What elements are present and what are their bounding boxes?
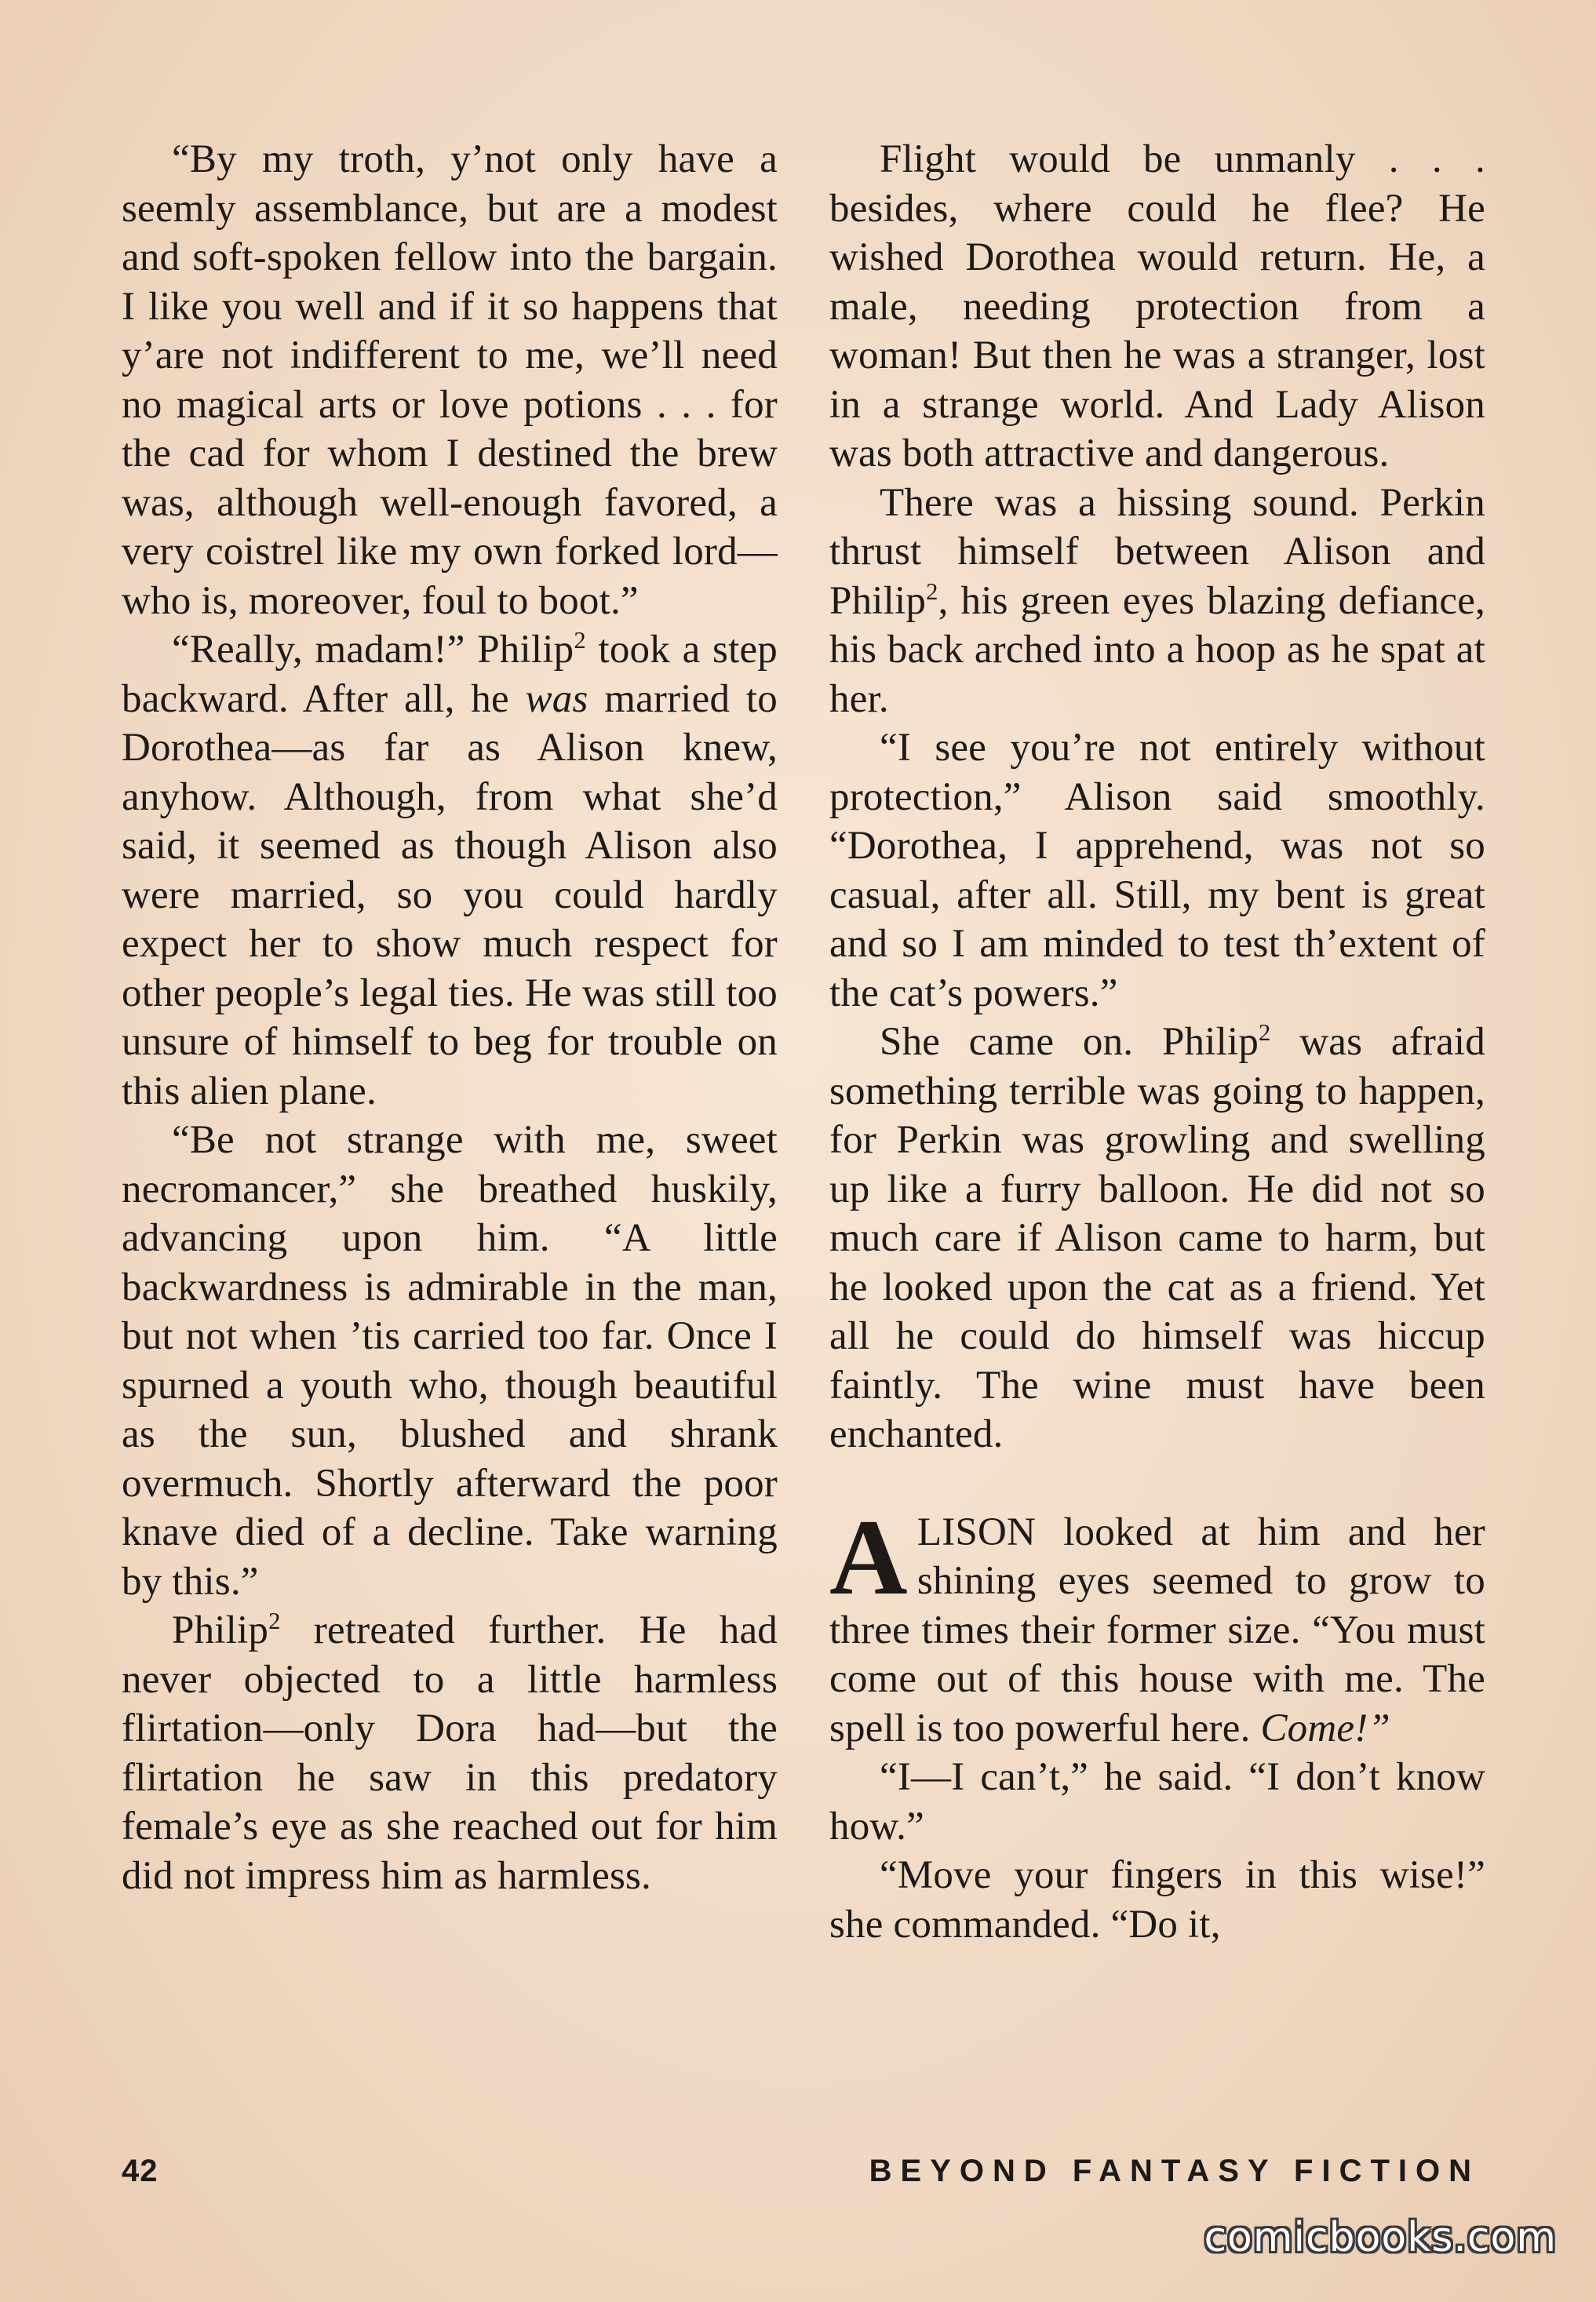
superscript: 2	[926, 577, 938, 605]
paragraph: “Be not strange with me, sweet necromancer,” she breathed huskily, advancing upon him. “A little backwardness is admirable in the man, but not when ’tis carried too far. Once I spurned a youth who, though beautiful as the sun, blushed and shrank overmuch. Shortly afterward the poor knave died of a decline. Take warning by this.”	[122, 1118, 778, 1604]
paragraph: She came on. Philip$^2$ was afraid something terrible was going to happen, for Perkin was growling and swelling up like a furry balloon. He did not so much care if Alison came to harm, but he looked upon the cat as a friend. Yet all he could do himself was hiccup faintly. The wine must have been enchanted.	[829, 1019, 1485, 1456]
paragraph-dropcap: ALISON looked at him and her shining eyes seemed to grow to three times their former size. “You must come out of this house with me. The spell is too powerful here. Come!”	[829, 1496, 1485, 1750]
paragraph: Philip$^2$ retreated further. He had never objected to a little harmless flirtation—only Dora had—but the flirtation he saw in this predatory female’s eye as she reached out for him did not impress him as harmless.	[122, 1608, 778, 1898]
section-break	[829, 1459, 1485, 1508]
superscript: 2	[268, 1608, 281, 1634]
superscript: 2	[574, 627, 586, 654]
running-footer-title: BEYOND FANTASY FICTION	[869, 2154, 1480, 2188]
paragraph: “Really, madam!” Philip$^2$ took a step backward. After all, he was married to Dorothea—as far as Alison knew, anyhow. Although, from what she’d said, it seemed as though Alison also were married, so you could hardly expect her to show much respect for other people’s legal ties. He was still too unsure of himself to beg for trouble on this alien plane.	[122, 627, 778, 1113]
paragraph: There was a hissing sound. Perkin thrust himself between Alison and Philip$^2$, his green eyes blazing defiance, his back arched into a hoop as he spat at her.	[829, 480, 1485, 721]
paragraph: “I—I can’t,” he said. “I don’t know how.”	[829, 1755, 1485, 1849]
left-text-column	[122, 135, 778, 1900]
paragraph: “Move your fingers in this wise!” she commanded. “Do it,	[829, 1853, 1485, 1947]
paragraph: “By my troth, y’not only have a seemly assemblance, but are a modest and soft-spoken fellow into the bargain. I like you well and if it so happens that y’are not indifferent to me, we’ll need no magical arts or love potions . . . for the cad for whom I destined the brew was, although well-enough favored, a very coistrel like my own forked lord—who is, moreover, foul to boot.”	[122, 137, 778, 623]
right-text-column	[829, 135, 1485, 1949]
emphasis: was	[525, 676, 588, 721]
drop-cap-letter: A	[829, 1496, 908, 1617]
page-number: 42	[122, 2154, 159, 2188]
emphasis: Come!”	[1260, 1706, 1390, 1750]
superscript: 2	[1259, 1019, 1271, 1046]
paragraph: “I see you’re not entirely without protection,” Alison said smoothly. “Dorothea, I apprehend, was not so casual, after all. Still, my bent is great and so I am minded to test th’extent of the cat’s powers.”	[829, 726, 1485, 1015]
paragraph: Flight would be unmanly . . . besides, where could he flee? He wished Dorothea would return. He, a male, needing protection from a woman! But then he was a stranger, lost in a strange world. And Lady Alison was both attractive and dangerous.	[829, 137, 1485, 475]
watermark: comicbooks.com	[1204, 2214, 1557, 2261]
